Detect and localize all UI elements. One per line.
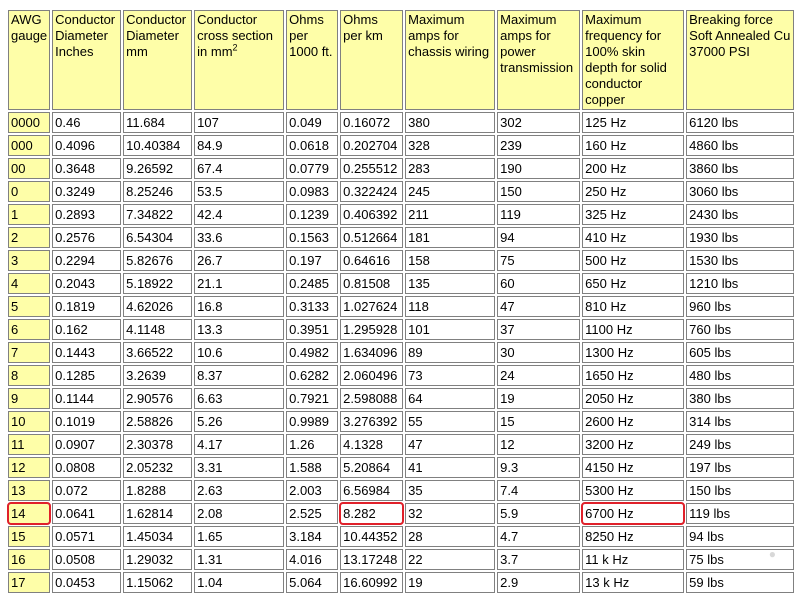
cell-ohms-km: 1.295928: [340, 319, 403, 340]
cell-max-freq: 125 Hz: [582, 112, 684, 133]
cell-dia-mm: 2.90576: [123, 388, 192, 409]
cell-amps-power: 7.4: [497, 480, 580, 501]
cell-dia-mm: 1.62814: [123, 503, 192, 524]
cell-amps-power: 75: [497, 250, 580, 271]
cell-ohms-1000ft: 0.6282: [286, 365, 338, 386]
table-body: [8, 112, 794, 593]
cell-max-freq: 410 Hz: [582, 227, 684, 248]
cell-ohms-1000ft: 0.1239: [286, 204, 338, 225]
table-row: [8, 273, 794, 294]
cell-dia-mm: 3.66522: [123, 342, 192, 363]
cell-breaking-force: 249 lbs: [686, 434, 794, 455]
cell-ohms-km: 0.512664: [340, 227, 403, 248]
cell-awg: 8: [8, 365, 50, 386]
cell-dia-mm: 1.29032: [123, 549, 192, 570]
cell-amps-chassis: 32: [405, 503, 495, 524]
cell-breaking-force: 2430 lbs: [686, 204, 794, 225]
cell-max-freq: 4150 Hz: [582, 457, 684, 478]
cell-amps-power: 150: [497, 181, 580, 202]
cell-breaking-force: 150 lbs: [686, 480, 794, 501]
cell-ohms-km: 3.276392: [340, 411, 403, 432]
cell-dia-in: 0.0641: [52, 503, 121, 524]
cell-cross-section: 3.31: [194, 457, 284, 478]
cell-amps-power: 119: [497, 204, 580, 225]
cell-ohms-1000ft: 2.003: [286, 480, 338, 501]
cell-breaking-force: 760 lbs: [686, 319, 794, 340]
cell-amps-chassis: 135: [405, 273, 495, 294]
cell-amps-chassis: 245: [405, 181, 495, 202]
cell-awg: 15: [8, 526, 50, 547]
cell-amps-power: 30: [497, 342, 580, 363]
cell-breaking-force: 480 lbs: [686, 365, 794, 386]
cell-dia-mm: 9.26592: [123, 158, 192, 179]
cell-ohms-1000ft: 0.3951: [286, 319, 338, 340]
cell-awg: 0000: [8, 112, 50, 133]
cell-max-freq: 5300 Hz: [582, 480, 684, 501]
table-row: [8, 181, 794, 202]
cell-amps-power: 2.9: [497, 572, 580, 593]
cell-ohms-km: 2.598088: [340, 388, 403, 409]
cell-dia-mm: 10.40384: [123, 135, 192, 156]
cell-amps-power: 4.7: [497, 526, 580, 547]
cell-awg: 7: [8, 342, 50, 363]
cell-amps-chassis: 380: [405, 112, 495, 133]
cell-amps-chassis: 19: [405, 572, 495, 593]
cell-cross-section: 67.4: [194, 158, 284, 179]
cell-awg: 2: [8, 227, 50, 248]
table-row: [8, 457, 794, 478]
table-row: [8, 227, 794, 248]
cell-ohms-1000ft: 0.7921: [286, 388, 338, 409]
cell-amps-chassis: 35: [405, 480, 495, 501]
cell-amps-power: 94: [497, 227, 580, 248]
cell-dia-in: 0.2893: [52, 204, 121, 225]
cell-ohms-1000ft: 0.3133: [286, 296, 338, 317]
table-row: [8, 365, 794, 386]
cell-dia-in: 0.46: [52, 112, 121, 133]
cell-cross-section: 13.3: [194, 319, 284, 340]
cell-awg: 00: [8, 158, 50, 179]
header-ohms-per-km: Ohms per km: [340, 10, 403, 110]
cell-dia-in: 0.0571: [52, 526, 121, 547]
cell-cross-section: 42.4: [194, 204, 284, 225]
cell-dia-in: 0.072: [52, 480, 121, 501]
cell-dia-mm: 4.1148: [123, 319, 192, 340]
cell-dia-mm: 2.05232: [123, 457, 192, 478]
cell-dia-mm: 5.18922: [123, 273, 192, 294]
cell-ohms-1000ft: 0.1563: [286, 227, 338, 248]
cell-ohms-km: 8.282: [340, 503, 403, 524]
cell-dia-mm: 1.8288: [123, 480, 192, 501]
cell-awg: 9: [8, 388, 50, 409]
cell-cross-section: 4.17: [194, 434, 284, 455]
cell-awg: 000: [8, 135, 50, 156]
cell-breaking-force: 119 lbs: [686, 503, 794, 524]
cell-amps-chassis: 22: [405, 549, 495, 570]
cell-ohms-km: 0.16072: [340, 112, 403, 133]
cell-awg: 17: [8, 572, 50, 593]
cell-ohms-1000ft: 0.2485: [286, 273, 338, 294]
cell-dia-mm: 5.82676: [123, 250, 192, 271]
cell-dia-mm: 3.2639: [123, 365, 192, 386]
cell-max-freq: 250 Hz: [582, 181, 684, 202]
cell-breaking-force: 1210 lbs: [686, 273, 794, 294]
header-awg-gauge: AWG gauge: [8, 10, 50, 110]
cell-ohms-km: 16.60992: [340, 572, 403, 593]
cell-dia-in: 0.0453: [52, 572, 121, 593]
cell-dia-in: 0.1285: [52, 365, 121, 386]
cell-breaking-force: 94 lbs: [686, 526, 794, 547]
cell-ohms-km: 0.81508: [340, 273, 403, 294]
cell-max-freq: 13 k Hz: [582, 572, 684, 593]
cell-dia-mm: 8.25246: [123, 181, 192, 202]
cell-amps-chassis: 28: [405, 526, 495, 547]
cell-max-freq: 1650 Hz: [582, 365, 684, 386]
cell-ohms-km: 0.202704: [340, 135, 403, 156]
cell-breaking-force: 3060 lbs: [686, 181, 794, 202]
cell-dia-in: 0.0907: [52, 434, 121, 455]
cell-amps-chassis: 181: [405, 227, 495, 248]
cell-max-freq: 200 Hz: [582, 158, 684, 179]
table-row: [8, 135, 794, 156]
cell-ohms-1000ft: 1.26: [286, 434, 338, 455]
cell-amps-power: 37: [497, 319, 580, 340]
cell-amps-chassis: 73: [405, 365, 495, 386]
cell-dia-mm: 7.34822: [123, 204, 192, 225]
table-row: [8, 342, 794, 363]
table-row: [8, 250, 794, 271]
cell-dia-in: 0.1019: [52, 411, 121, 432]
cell-amps-power: 19: [497, 388, 580, 409]
cell-ohms-km: 2.060496: [340, 365, 403, 386]
cell-max-freq: 2600 Hz: [582, 411, 684, 432]
table-row: [8, 572, 794, 593]
cell-awg: 3: [8, 250, 50, 271]
cell-ohms-km: 0.406392: [340, 204, 403, 225]
cell-awg: 10: [8, 411, 50, 432]
cell-ohms-km: 1.634096: [340, 342, 403, 363]
table-row: [8, 158, 794, 179]
cell-ohms-km: 0.322424: [340, 181, 403, 202]
cell-dia-mm: 6.54304: [123, 227, 192, 248]
cell-ohms-1000ft: 0.0779: [286, 158, 338, 179]
cell-amps-power: 3.7: [497, 549, 580, 570]
table-row: [8, 480, 794, 501]
cell-ohms-km: 1.027624: [340, 296, 403, 317]
cell-dia-in: 0.1144: [52, 388, 121, 409]
table-row: [8, 319, 794, 340]
cell-awg: 11: [8, 434, 50, 455]
cell-awg: 0: [8, 181, 50, 202]
cell-awg: 16: [8, 549, 50, 570]
header-max-amps-chassis: Maximum amps for chassis wiring: [405, 10, 495, 110]
cell-amps-chassis: 55: [405, 411, 495, 432]
cell-dia-mm: 1.45034: [123, 526, 192, 547]
cell-ohms-1000ft: 0.9989: [286, 411, 338, 432]
cell-amps-power: 12: [497, 434, 580, 455]
cell-amps-chassis: 211: [405, 204, 495, 225]
cell-cross-section: 2.63: [194, 480, 284, 501]
cell-cross-section: 26.7: [194, 250, 284, 271]
cell-amps-power: 5.9: [497, 503, 580, 524]
cell-cross-section: 107: [194, 112, 284, 133]
cell-max-freq: 325 Hz: [582, 204, 684, 225]
cell-max-freq: 8250 Hz: [582, 526, 684, 547]
cell-dia-in: 0.0508: [52, 549, 121, 570]
header-diameter-inches: Conductor Diameter Inches: [52, 10, 121, 110]
cell-max-freq: 2050 Hz: [582, 388, 684, 409]
cell-cross-section: 53.5: [194, 181, 284, 202]
cell-dia-mm: 2.58826: [123, 411, 192, 432]
cell-max-freq: 160 Hz: [582, 135, 684, 156]
cell-max-freq: 6700 Hz: [582, 503, 684, 524]
cell-ohms-1000ft: 0.049: [286, 112, 338, 133]
cell-ohms-1000ft: 0.0618: [286, 135, 338, 156]
table-row: [8, 296, 794, 317]
cell-max-freq: 1300 Hz: [582, 342, 684, 363]
cell-amps-power: 239: [497, 135, 580, 156]
cell-amps-chassis: 101: [405, 319, 495, 340]
cell-cross-section: 16.8: [194, 296, 284, 317]
cell-ohms-1000ft: 0.0983: [286, 181, 338, 202]
cell-ohms-1000ft: 0.197: [286, 250, 338, 271]
cell-breaking-force: 960 lbs: [686, 296, 794, 317]
header-cross-section: [194, 10, 284, 110]
cell-max-freq: 650 Hz: [582, 273, 684, 294]
cell-dia-mm: 11.684: [123, 112, 192, 133]
cell-ohms-1000ft: 1.588: [286, 457, 338, 478]
cell-amps-power: 15: [497, 411, 580, 432]
header-row: [8, 10, 794, 110]
cell-dia-in: 0.2294: [52, 250, 121, 271]
cell-amps-power: 47: [497, 296, 580, 317]
cell-ohms-1000ft: 4.016: [286, 549, 338, 570]
header-cross-section-sup: 2: [232, 42, 238, 53]
awg-wire-table: [6, 8, 796, 595]
cell-amps-power: 24: [497, 365, 580, 386]
header-breaking-force: Breaking force Soft Annealed Cu 37000 PSI: [686, 10, 794, 110]
cell-breaking-force: 4860 lbs: [686, 135, 794, 156]
cell-cross-section: 84.9: [194, 135, 284, 156]
cell-dia-mm: 1.15062: [123, 572, 192, 593]
cell-awg: 4: [8, 273, 50, 294]
cell-amps-chassis: 283: [405, 158, 495, 179]
cell-breaking-force: 75 lbs: [686, 549, 794, 570]
cell-dia-in: 0.162: [52, 319, 121, 340]
cell-awg: 14: [8, 503, 50, 524]
cell-awg: 6: [8, 319, 50, 340]
cell-amps-chassis: 328: [405, 135, 495, 156]
cell-ohms-1000ft: 5.064: [286, 572, 338, 593]
cell-max-freq: 1100 Hz: [582, 319, 684, 340]
cell-amps-chassis: 118: [405, 296, 495, 317]
cell-amps-chassis: 41: [405, 457, 495, 478]
cell-breaking-force: 6120 lbs: [686, 112, 794, 133]
table-row: [8, 411, 794, 432]
cell-cross-section: 21.1: [194, 273, 284, 294]
cell-dia-mm: 2.30378: [123, 434, 192, 455]
cell-awg: 13: [8, 480, 50, 501]
cell-cross-section: 10.6: [194, 342, 284, 363]
cell-ohms-km: 6.56984: [340, 480, 403, 501]
table-row: [8, 204, 794, 225]
cell-ohms-1000ft: 0.4982: [286, 342, 338, 363]
cell-amps-power: 60: [497, 273, 580, 294]
cell-breaking-force: 3860 lbs: [686, 158, 794, 179]
cell-dia-in: 0.1443: [52, 342, 121, 363]
table-row: [8, 503, 794, 524]
cell-max-freq: 810 Hz: [582, 296, 684, 317]
header-max-frequency: Maximum frequency for 100% skin depth for solid conductor copper: [582, 10, 684, 110]
cell-breaking-force: 314 lbs: [686, 411, 794, 432]
cell-dia-mm: 4.62026: [123, 296, 192, 317]
cell-breaking-force: 59 lbs: [686, 572, 794, 593]
cell-dia-in: 0.1819: [52, 296, 121, 317]
header-cross-section-text: Conductor cross section in mm: [197, 12, 274, 59]
header-max-amps-power: Maximum amps for power transmission: [497, 10, 580, 110]
cell-ohms-1000ft: 3.184: [286, 526, 338, 547]
cell-amps-power: 9.3: [497, 457, 580, 478]
table-row: [8, 434, 794, 455]
header-ohms-per-1000ft: Ohms per 1000 ft.: [286, 10, 338, 110]
cell-dia-in: 0.2576: [52, 227, 121, 248]
cell-cross-section: 1.04: [194, 572, 284, 593]
cell-max-freq: 3200 Hz: [582, 434, 684, 455]
cell-cross-section: 33.6: [194, 227, 284, 248]
cell-ohms-km: 10.44352: [340, 526, 403, 547]
cell-cross-section: 6.63: [194, 388, 284, 409]
cell-ohms-km: 5.20864: [340, 457, 403, 478]
cell-dia-in: 0.3648: [52, 158, 121, 179]
header-diameter-mm: Conductor Diameter mm: [123, 10, 192, 110]
cell-awg: 12: [8, 457, 50, 478]
cell-ohms-km: 13.17248: [340, 549, 403, 570]
cell-dia-in: 0.2043: [52, 273, 121, 294]
cell-breaking-force: 605 lbs: [686, 342, 794, 363]
cell-amps-chassis: 47: [405, 434, 495, 455]
cell-dia-in: 0.4096: [52, 135, 121, 156]
table-row: [8, 526, 794, 547]
cell-ohms-1000ft: 2.525: [286, 503, 338, 524]
cell-breaking-force: 197 lbs: [686, 457, 794, 478]
table-row: [8, 388, 794, 409]
cell-cross-section: 1.31: [194, 549, 284, 570]
cell-max-freq: 11 k Hz: [582, 549, 684, 570]
cell-ohms-km: 4.1328: [340, 434, 403, 455]
table-row: [8, 112, 794, 133]
cell-cross-section: 1.65: [194, 526, 284, 547]
cell-breaking-force: 1530 lbs: [686, 250, 794, 271]
cell-max-freq: 500 Hz: [582, 250, 684, 271]
cell-amps-chassis: 89: [405, 342, 495, 363]
cell-cross-section: 8.37: [194, 365, 284, 386]
watermark: ●: [768, 547, 776, 561]
cell-ohms-km: 0.255512: [340, 158, 403, 179]
cell-dia-in: 0.3249: [52, 181, 121, 202]
cell-amps-chassis: 158: [405, 250, 495, 271]
cell-breaking-force: 380 lbs: [686, 388, 794, 409]
cell-cross-section: 5.26: [194, 411, 284, 432]
cell-amps-power: 302: [497, 112, 580, 133]
cell-awg: 1: [8, 204, 50, 225]
cell-breaking-force: 1930 lbs: [686, 227, 794, 248]
cell-awg: 5: [8, 296, 50, 317]
cell-amps-power: 190: [497, 158, 580, 179]
cell-dia-in: 0.0808: [52, 457, 121, 478]
cell-amps-chassis: 64: [405, 388, 495, 409]
cell-cross-section: 2.08: [194, 503, 284, 524]
cell-ohms-km: 0.64616: [340, 250, 403, 271]
